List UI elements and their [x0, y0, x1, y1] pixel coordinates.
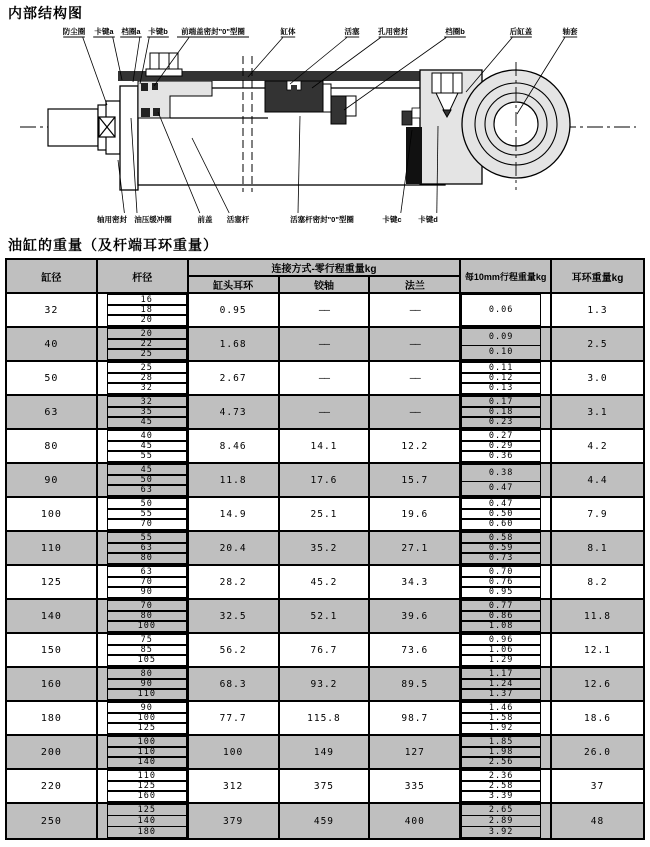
per10-sub-cell: 3.39: [461, 790, 541, 802]
table-row: [7, 328, 643, 362]
head-ring-cell: 312: [189, 770, 280, 802]
header-connection-group: [189, 260, 462, 292]
bore-cell: 140: [7, 600, 98, 632]
rod-sub-cell: 85: [107, 644, 187, 656]
hinge-cell: 115.8: [280, 702, 371, 734]
header-hinge: 铰轴: [280, 277, 371, 292]
flange-cell: 12.2: [370, 430, 461, 462]
rod-sub-cell: 105: [107, 654, 187, 666]
part-label: 防尘圈: [62, 27, 86, 36]
rod-sub-cell: 28: [107, 372, 187, 384]
rod-sub-cell: 110: [107, 746, 187, 758]
per10-sub-cell: 1.98: [461, 746, 541, 758]
per10-sub-cell: 1.92: [461, 722, 541, 734]
part-label: 前盖: [197, 215, 213, 224]
head-ring-cell: 20.4: [189, 532, 280, 564]
ring-weight-cell: 18.6: [584, 712, 611, 724]
rod-cell: [98, 362, 189, 394]
per10-sub-cell: 0.38: [461, 464, 541, 482]
rod-sub-cell: 70: [107, 576, 187, 588]
flange-cell: 39.6: [370, 600, 461, 632]
rod-cell: [98, 464, 189, 496]
per10-sub-cell: 0.96: [461, 634, 541, 646]
part-label: 活塞: [344, 27, 360, 36]
ring-weight-cell: 37: [590, 780, 605, 792]
bore-cell: 80: [7, 430, 98, 462]
part-label: 油压缓冲圈: [134, 215, 172, 224]
per10-sub-cell: 0.23: [461, 416, 541, 428]
per10-sub-cell: 3.92: [461, 826, 541, 838]
per10-sub-cell: 0.70: [461, 566, 541, 578]
head-ring-cell: 77.7: [189, 702, 280, 734]
flange-cell: 27.1: [370, 532, 461, 564]
rod-sub-cell: 125: [107, 722, 187, 734]
hinge-cell: 459: [280, 804, 371, 838]
per10-sub-cell: 0.76: [461, 576, 541, 588]
per10-sub-cell: 0.59: [461, 542, 541, 554]
per10-sub-cell: 1.58: [461, 712, 541, 724]
header-connection: 连接方式-零行程重量kg: [189, 260, 460, 277]
flange-cell: 15.7: [370, 464, 461, 496]
rod-sub-cell: 70: [107, 600, 187, 612]
ring-weight-cell: 12.1: [584, 644, 611, 656]
per10-sub-cell: 0.11: [461, 362, 541, 374]
per10-cell: [461, 396, 552, 428]
per10-sub-cell: 2.89: [461, 815, 541, 827]
hinge-cell: 76.7: [280, 634, 371, 666]
per10-sub-cell: 2.65: [461, 804, 541, 816]
rod-cell: [98, 498, 189, 530]
flange-cell: ——: [370, 396, 461, 428]
rod-sub-cell: 110: [107, 770, 187, 782]
rod-sub-cell: 125: [107, 780, 187, 792]
hinge-cell: 52.1: [280, 600, 371, 632]
hinge-cell: 375: [280, 770, 371, 802]
ring-weight-cell: 4.4: [587, 474, 608, 486]
per10-sub-cell: 0.36: [461, 450, 541, 462]
per10-sub-cell: 0.47: [461, 498, 541, 510]
rod-cell: [98, 430, 189, 462]
per10-cell: [461, 804, 552, 838]
per10-sub-cell: 0.47: [461, 481, 541, 496]
rod-sub-cell: 180: [107, 826, 187, 838]
rod-sub-cell: 40: [107, 430, 187, 442]
part-label: 活塞杆: [226, 215, 250, 224]
hinge-cell: ——: [280, 328, 371, 360]
rod-sub-cell: 20: [107, 328, 187, 340]
part-label: 档圈a: [121, 27, 141, 36]
table-row: [7, 294, 643, 328]
head-ring-cell: 68.3: [189, 668, 280, 700]
per10-sub-cell: 2.36: [461, 770, 541, 782]
rod-sub-cell: 45: [107, 464, 187, 476]
table-row: [7, 736, 643, 770]
table-row: [7, 600, 643, 634]
bore-cell: 63: [7, 396, 98, 428]
rod-sub-cell: 140: [107, 815, 187, 827]
part-label: 卡键c: [382, 215, 402, 224]
bore-cell: 220: [7, 770, 98, 802]
table-row: [7, 498, 643, 532]
rod-sub-cell: 90: [107, 678, 187, 690]
rod-sub-cell: 63: [107, 542, 187, 554]
per10-sub-cell: 0.12: [461, 372, 541, 384]
bore-cell: 160: [7, 668, 98, 700]
ring-weight-cell: 3.1: [587, 406, 608, 418]
ring-weight-cell: 8.1: [587, 542, 608, 554]
rod-cell: [98, 294, 189, 326]
rod-sub-cell: 35: [107, 406, 187, 418]
rod-sub-cell: 100: [107, 620, 187, 632]
rod-sub-cell: 80: [107, 668, 187, 680]
per10-cell: [461, 294, 552, 326]
rod-sub-cell: 140: [107, 756, 187, 768]
rod-sub-cell: 45: [107, 416, 187, 428]
flange-cell: ——: [370, 294, 461, 326]
hinge-cell: 17.6: [280, 464, 371, 496]
rod-sub-cell: 75: [107, 634, 187, 646]
bore-cell: 100: [7, 498, 98, 530]
head-ring-cell: 2.67: [189, 362, 280, 394]
header-head-ring: 缸头耳环: [189, 277, 280, 292]
per10-cell: [461, 770, 552, 802]
header-flange: 法兰: [404, 281, 425, 292]
per10-sub-cell: 0.60: [461, 518, 541, 530]
head-ring-cell: 0.95: [189, 294, 280, 326]
per10-sub-cell: 0.06: [461, 294, 541, 326]
rod-sub-cell: 32: [107, 396, 187, 408]
table-row: [7, 770, 643, 804]
per10-cell: [461, 430, 552, 462]
bore-cell: 125: [7, 566, 98, 598]
rod-sub-cell: 50: [107, 474, 187, 486]
table-row: [7, 804, 643, 838]
part-label: 卡键b: [148, 27, 168, 36]
table-row: [7, 566, 643, 600]
per10-sub-cell: 0.86: [461, 610, 541, 622]
part-label: 卡键a: [94, 27, 114, 36]
per10-sub-cell: 0.50: [461, 508, 541, 520]
hinge-cell: ——: [280, 396, 371, 428]
bore-cell: 200: [7, 736, 98, 768]
rod-cell: [98, 702, 189, 734]
rod-sub-cell: 25: [107, 348, 187, 360]
per10-sub-cell: 0.27: [461, 430, 541, 442]
per10-sub-cell: 2.58: [461, 780, 541, 792]
part-label: 活塞杆密封"0"型圈: [290, 215, 354, 224]
part-label: 轴用密封: [97, 215, 127, 224]
per10-cell: [461, 566, 552, 598]
rod-sub-cell: 22: [107, 338, 187, 350]
hinge-cell: 25.1: [280, 498, 371, 530]
per10-cell: [461, 600, 552, 632]
flange-cell: 73.6: [370, 634, 461, 666]
part-label: 孔用密封: [378, 27, 408, 36]
rod-sub-cell: 55: [107, 450, 187, 462]
hinge-cell: ——: [280, 294, 371, 326]
cylinder-structure-diagram: [0, 20, 650, 234]
head-ring-cell: 56.2: [189, 634, 280, 666]
bore-cell: 250: [7, 804, 98, 838]
rod-sub-cell: 160: [107, 790, 187, 802]
table-row: [7, 362, 643, 396]
per10-sub-cell: 0.73: [461, 552, 541, 564]
bore-cell: 110: [7, 532, 98, 564]
bore-cell: 150: [7, 634, 98, 666]
per10-cell: [461, 464, 552, 496]
table-section-title: 油缸的重量（及杆端耳环重量）: [8, 237, 218, 253]
rod-sub-cell: 100: [107, 712, 187, 724]
bore-cell: 40: [7, 328, 98, 360]
per10-sub-cell: 0.95: [461, 586, 541, 598]
rod-end-assembly: [48, 101, 120, 154]
head-ring-cell: 32.5: [189, 600, 280, 632]
head-ring-cell: 11.8: [189, 464, 280, 496]
flange-cell: 19.6: [370, 498, 461, 530]
head-ring-cell: 1.68: [189, 328, 280, 360]
hinge-cell: 14.1: [280, 430, 371, 462]
rod-sub-cell: 70: [107, 518, 187, 530]
rod-cell: [98, 736, 189, 768]
ring-weight-cell: 7.9: [587, 508, 608, 520]
per10-sub-cell: 0.13: [461, 382, 541, 394]
ring-weight-cell: 11.8: [584, 610, 611, 622]
per10-sub-cell: 0.10: [461, 345, 541, 360]
per10-sub-cell: 0.77: [461, 600, 541, 612]
rod-sub-cell: 16: [107, 294, 187, 306]
leader-line: [113, 38, 122, 81]
per10-sub-cell: 1.24: [461, 678, 541, 690]
rod-cell: [98, 566, 189, 598]
head-ring-cell: 379: [189, 804, 280, 838]
per10-sub-cell: 1.46: [461, 702, 541, 714]
part-label: 档圈b: [445, 27, 465, 36]
part-label: 轴套: [562, 27, 578, 36]
diagram-section-title: 内部结构图: [8, 5, 83, 21]
part-label: 前端盖密封"0"型圈: [181, 27, 245, 36]
head-ring-cell: 8.46: [189, 430, 280, 462]
per10-sub-cell: 1.37: [461, 688, 541, 700]
bore-cell: 32: [7, 294, 98, 326]
hinge-cell: 45.2: [280, 566, 371, 598]
header-per10: 每10mm行程重量kg: [461, 260, 552, 292]
ring-weight-cell: 2.5: [587, 338, 608, 350]
flange-cell: 335: [370, 770, 461, 802]
rod-sub-cell: 25: [107, 362, 187, 374]
rod-sub-cell: 50: [107, 498, 187, 510]
table-row: [7, 702, 643, 736]
per10-sub-cell: 0.17: [461, 396, 541, 408]
per10-cell: [461, 328, 552, 360]
ring-weight-cell: 1.3: [587, 304, 608, 316]
table-row: [7, 634, 643, 668]
rod-sub-cell: 80: [107, 610, 187, 622]
flange-cell: ——: [370, 362, 461, 394]
rod-sub-cell: 55: [107, 532, 187, 544]
rod-sub-cell: 18: [107, 304, 187, 316]
per10-sub-cell: 2.56: [461, 756, 541, 768]
per10-sub-cell: 0.18: [461, 406, 541, 418]
rod-cell: [98, 668, 189, 700]
part-label: 卡键d: [418, 215, 438, 224]
table-body: [7, 294, 643, 838]
rod-sub-cell: 45: [107, 440, 187, 452]
per10-sub-cell: 0.09: [461, 328, 541, 346]
flange-cell: ——: [370, 328, 461, 360]
flange-cell: 34.3: [370, 566, 461, 598]
flange-cell: 98.7: [370, 702, 461, 734]
rod-cell: [98, 600, 189, 632]
header-bore: 缸径: [7, 260, 98, 292]
table-row: [7, 464, 643, 498]
hinge-cell: 35.2: [280, 532, 371, 564]
rod-sub-cell: 100: [107, 736, 187, 748]
ring-weight-cell: 3.0: [587, 372, 608, 384]
flange-cell: 127: [370, 736, 461, 768]
weight-table: [5, 258, 645, 840]
flange-cell: 400: [370, 804, 461, 838]
per10-cell: [461, 634, 552, 666]
rod-sub-cell: 32: [107, 382, 187, 394]
ring-weight-cell: 4.2: [587, 440, 608, 452]
per10-cell: [461, 736, 552, 768]
rod-cell: [98, 770, 189, 802]
header-rod: 杆径: [98, 260, 189, 292]
per10-sub-cell: 1.17: [461, 668, 541, 680]
leader-line: [83, 38, 107, 106]
head-ring-cell: 100: [189, 736, 280, 768]
rod-cell: [98, 328, 189, 360]
per10-cell: [461, 702, 552, 734]
rod-sub-cell: 55: [107, 508, 187, 520]
ring-weight-cell: 8.2: [587, 576, 608, 588]
ring-weight-cell: 12.6: [584, 678, 611, 690]
rod-sub-cell: 80: [107, 552, 187, 564]
bore-cell: 180: [7, 702, 98, 734]
table-header: [7, 260, 643, 294]
table-row: [7, 396, 643, 430]
hinge-cell: ——: [280, 362, 371, 394]
per10-sub-cell: 1.06: [461, 644, 541, 656]
table-row: [7, 430, 643, 464]
rod-sub-cell: 63: [107, 484, 187, 496]
per10-sub-cell: 0.29: [461, 440, 541, 452]
part-label: 后缸盖: [509, 27, 533, 36]
part-label: 缸体: [280, 27, 296, 36]
hinge-cell: 149: [280, 736, 371, 768]
hinge-cell: 93.2: [280, 668, 371, 700]
bore-cell: 90: [7, 464, 98, 496]
header-ring-weight: 耳环重量kg: [571, 272, 624, 284]
per10-cell: [461, 532, 552, 564]
bore-cell: 50: [7, 362, 98, 394]
rod-cell: [98, 396, 189, 428]
head-ring-cell: 28.2: [189, 566, 280, 598]
rod-sub-cell: 90: [107, 586, 187, 598]
table-row: [7, 532, 643, 566]
per10-cell: [461, 668, 552, 700]
per10-cell: [461, 362, 552, 394]
rod-cell: [98, 804, 189, 838]
per10-sub-cell: 0.58: [461, 532, 541, 544]
head-ring-cell: 14.9: [189, 498, 280, 530]
rod-sub-cell: 110: [107, 688, 187, 700]
per10-sub-cell: 1.08: [461, 620, 541, 632]
ring-weight-cell: 26.0: [584, 746, 611, 758]
table-row: [7, 668, 643, 702]
per10-sub-cell: 1.29: [461, 654, 541, 666]
flange-cell: 89.5: [370, 668, 461, 700]
rod-sub-cell: 125: [107, 804, 187, 816]
rod-sub-cell: 90: [107, 702, 187, 714]
rod-sub-cell: 63: [107, 566, 187, 578]
head-ring-cell: 4.73: [189, 396, 280, 428]
rod-cell: [98, 532, 189, 564]
rod-sub-cell: 20: [107, 314, 187, 326]
rod-cell: [98, 634, 189, 666]
ring-weight-cell: 48: [590, 815, 605, 827]
per10-cell: [461, 498, 552, 530]
per10-sub-cell: 1.85: [461, 736, 541, 748]
